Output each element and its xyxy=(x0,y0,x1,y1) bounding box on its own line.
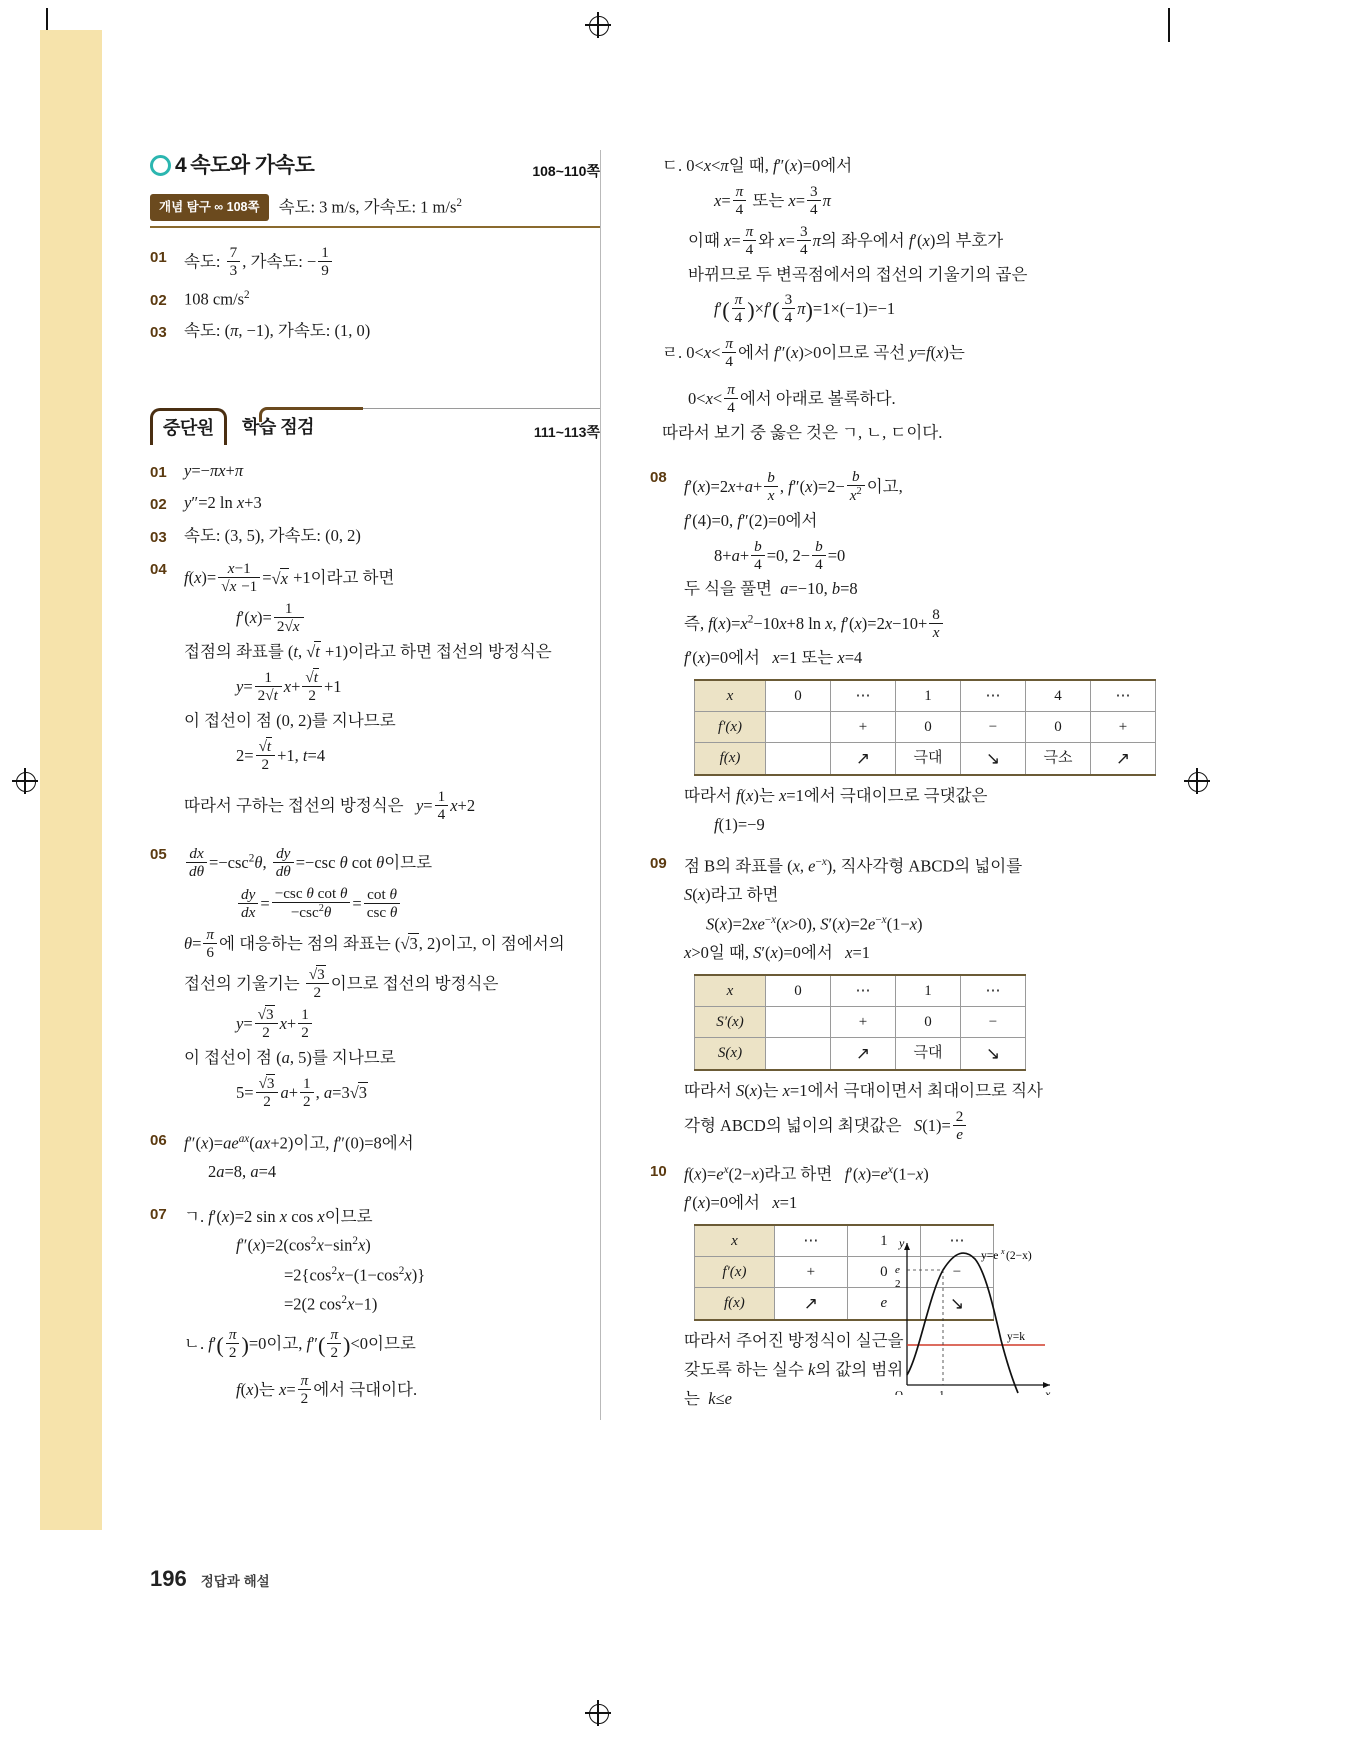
cell: + xyxy=(774,1256,847,1287)
cell xyxy=(766,711,831,742)
cell: 극대 xyxy=(896,742,961,775)
column-divider xyxy=(600,150,601,1420)
cell: ⋯ xyxy=(920,1225,993,1257)
solution-number xyxy=(650,150,662,153)
curve-label-exp: x xyxy=(1001,1247,1005,1256)
concept-probe-row xyxy=(150,194,600,228)
sign-table-08 xyxy=(694,679,1156,777)
registration-mark-top xyxy=(585,12,611,38)
cell: 0 xyxy=(847,1256,920,1287)
mid-unit-page-range: 111~113쪽 xyxy=(533,423,600,440)
cell: ↗ xyxy=(1091,742,1156,775)
cell: e xyxy=(847,1287,920,1320)
crop-mark-top-right xyxy=(1168,8,1170,42)
solution-item xyxy=(150,491,600,517)
registration-mark-right xyxy=(1184,768,1210,794)
right-column xyxy=(650,150,1131,1423)
answer-number: 01 xyxy=(150,249,167,266)
statement-label-d: ㄷ. xyxy=(662,156,683,175)
solution-item xyxy=(150,524,600,550)
solution-body: $f''(x)=ae^{ax}(ax+2)$이고, f″(0)=8에서 2a=8, a=4 xyxy=(184,1132,414,1181)
cell: S′(x) xyxy=(695,1006,766,1037)
cell: 0 xyxy=(1026,711,1091,742)
solution-number: 01 xyxy=(150,463,167,481)
solution-body: 속도: (3, 5), 가속도: (0, 2) xyxy=(184,525,361,545)
cell: ⋯ xyxy=(831,680,896,712)
solution-number: 03 xyxy=(150,528,167,546)
page-number: 196 xyxy=(150,1566,187,1591)
concept-probe-answer-exp: 2 xyxy=(456,197,462,209)
cell: ↘ xyxy=(961,742,1026,775)
conclusion-line: 따라서 보기 중 옳은 것은 ㄱ, ㄴ, ㄷ이다. xyxy=(662,423,943,443)
statement-label-g: ㄱ. xyxy=(184,1206,205,1226)
graph-svg xyxy=(885,1235,1070,1395)
solution-number: 05 xyxy=(150,846,167,864)
table-row xyxy=(695,711,1156,742)
cell: ↗ xyxy=(831,1037,896,1070)
concept-probe-answer xyxy=(279,195,462,220)
section-title-text: 속도와 가속도 xyxy=(190,154,315,177)
solution-number: 06 xyxy=(150,1131,167,1149)
solution-body: f(x)= x−1 √ x −1 = √ x +1이라고 하면 f′(x)= $\frac{1}{2 √ x}$ 접점의 좌표를 (t, √ t +1)이라고 하면 접선의 방정식은 y= $\frac{1}{2 √ t}$ x+ √ $\frac{t}{2}$ +1 이 접선이 점 (0, 2)를 지나므로 2= √ $\frac{t}{2}$ +1, t=4 따라서 구하는 접선의 방정식은 y= $\frac{1}{4}$ x+2 xyxy=(184,556,600,827)
solution-body: $\frac{dx}{d\theta}$ $=-\csc^2\theta$, $\frac{dy}{d\theta}$ =−csc θ cot θ이므로 $\frac{dy}{dx}$ = $\frac{\text{−csc θ cot θ}}{-\csc^2\theta}$ = $\frac{\text{cot θ}}{\text{csc θ}}$ θ= $\frac{\pi}{6}$ 에 대응하는 점의 좌표는 ( √ 3, 2)이고, 이 점에서의 접선의 기울기는 √ $\frac{3}{2}$ 이므로 접선의 방정식은 y= √ $\frac{3}{2}$ x+ $\frac{1}{2}$ 이 접선이 점 (a, 5)를 지나므로 5= √ $\frac{3}{2}$ a+ $\frac{1}{2}$ , a=3 √ 3 xyxy=(184,841,600,1114)
cell: ⋯ xyxy=(961,680,1026,712)
statement-label-r: ㄹ. xyxy=(662,343,683,363)
solution-body: $f(x)=e^x(2-x)$라고 하면 $f'(x)=e^x(1-x)$ f′(x)=0에서 x=1 x ⋯ 1 ⋯ f′(x) + 0 − f(x) ↗ e ↘ 따라서 주어진 방정식이 실근을 갖도록 하는 실수 k의 값의 범위 는 k≤e xyxy=(684,1158,1070,1416)
graph-problem-10 xyxy=(885,1235,1070,1400)
cell: ⋯ xyxy=(1091,680,1156,712)
section-number: 4 xyxy=(175,154,187,177)
solution-number: 07 xyxy=(150,1205,167,1223)
cell: f′(x) xyxy=(695,1256,775,1287)
concept-probe-tag xyxy=(150,194,269,221)
cell xyxy=(766,1037,831,1070)
answer-item xyxy=(150,319,600,345)
curve-label: y=e xyxy=(981,1250,999,1262)
cell: + xyxy=(831,1006,896,1037)
cell: x xyxy=(695,1225,775,1257)
concept-probe-tag-label: 개념 탐구 xyxy=(159,200,211,215)
solution-number: 10 xyxy=(650,1162,667,1180)
mid-unit-tab-secondary: 학습 점검 xyxy=(242,416,315,437)
mid-unit-banner xyxy=(150,403,600,445)
answer-number: 02 xyxy=(150,291,167,309)
solution-body: f′(x)=2x+a+ $\frac{b}{x}$ , f″(x)=2− $\frac{b}{x^2}$ 이고, f′(4)=0, f″(2)=0에서 8+a+ $\frac{b}{4}$ =0, 2− $\frac{b}{4}$ =0 두 식을 풀면 a=−10, b=8 즉, $f(x)=x^2-10x+8$ ln x, f′(x)=2x−10+ $\frac{8}{x}$ f′(x)=0에서 x=1 또는 x=4 x 0 ⋯ 1 ⋯ 4 ⋯ f′(x) + 0 − 0 + f(x) ↗ 극대 ↘ 극소 ↗ 따라서 f(x)는 x=1에서 극대이므로 극댓값은 f(1)=−9 xyxy=(684,464,1156,842)
cell: ⋯ xyxy=(961,975,1026,1007)
concept-probe-answer-text: 속도: 3 m/s, 가속도: 1 m/s xyxy=(278,197,457,217)
registration-mark-left xyxy=(12,768,38,794)
solution-item-continued xyxy=(650,150,1070,450)
x-axis-label: x xyxy=(1045,1387,1051,1395)
answer-number: 03 xyxy=(150,324,167,342)
cell: 4 xyxy=(1026,680,1091,712)
solution-item xyxy=(150,459,600,485)
origin-label: O xyxy=(895,1389,903,1395)
solution-item xyxy=(150,841,600,1114)
section-header xyxy=(150,150,600,182)
mid-unit-tab: 중단원 xyxy=(150,408,227,445)
cell: 1 xyxy=(896,975,961,1007)
line-label: y=k xyxy=(1007,1331,1025,1343)
cell: 극대 xyxy=(896,1037,961,1070)
link-icon: ∞ 108쪽 xyxy=(214,200,260,215)
cell: − xyxy=(920,1256,993,1287)
table-row xyxy=(695,1037,1026,1070)
solution-text-line: 따라서 주어진 방정식이 실근을 xyxy=(684,1331,904,1351)
cell: 0 xyxy=(896,1006,961,1037)
solution-item xyxy=(150,556,600,827)
cell: ↗ xyxy=(831,742,896,775)
left-column xyxy=(150,150,600,1419)
cell: 1 xyxy=(847,1225,920,1257)
cell: 0 xyxy=(896,711,961,742)
y-tick-2: 2 xyxy=(895,1278,901,1290)
cell: x xyxy=(695,680,766,712)
banner-rule-dark xyxy=(268,407,363,410)
page-footer xyxy=(150,1566,270,1592)
y-axis-arrow xyxy=(904,1243,910,1250)
cell: 0 xyxy=(766,680,831,712)
cell: + xyxy=(831,711,896,742)
x-tick-1: 1 xyxy=(939,1389,945,1395)
cell: S(x) xyxy=(695,1037,766,1070)
solution-number: 08 xyxy=(650,468,667,486)
solution-body: ㄷ. 0<x<π일 때, f″(x)=0에서 x= $\frac{\pi}{4}$ 또는 x= $\frac{3}{4}$ π 이때 x= $\frac{\pi}{4}$ 와 x= $\frac{3}{4}$ π의 좌우에서 f′(x)의 부호가 바뀌므로 두 변곡점에서의 접선의 기울기의 곱은 f′( $\frac{\pi}{4}$ )×f′( $\frac{3}{4}$ π)=1×(−1)=−1 ㄹ. 0<x< $\frac{\pi}{4}$ 에서 f″(x)>0이므로 곡선 y=f(x)는 0<x< $\frac{\pi}{4}$ 에서 아래로 볼록하다. 따라서 보기 중 옳은 것은 ㄱ, ㄴ, ㄷ이다. xyxy=(662,150,1070,450)
cell: ↘ xyxy=(920,1287,993,1320)
banner-rule-light xyxy=(363,408,600,409)
cell: − xyxy=(961,1006,1026,1037)
sign-table-09 xyxy=(694,974,1026,1072)
solution-body: 점 B의 좌표를 (x, $e^{-x}$), 직사각형 ABCD의 넓이를 S(x)라고 하면 $S(x)=2xe^{-x}(x>0)$, $S'(x)=2e^{-x}(1-x)$ x>0일 때, S′(x)=0에서 x=1 x 0 ⋯ 1 ⋯ S′(x) + 0 − S(x) ↗ 극대 ↘ 따라서 S(x)는 x=1에서 극대이면서 최대이므로 직사 각형 ABCD의 넓이의 최댓값은 S(1)= $\frac{2}{e}$ xyxy=(684,855,1043,1144)
solution-item xyxy=(150,1201,600,1412)
page-side-band xyxy=(40,30,102,1530)
y-axis-label: y xyxy=(899,1236,905,1250)
cell: f(x) xyxy=(695,1287,775,1320)
solution-number: 09 xyxy=(650,854,667,872)
answer-body: 속도: $\frac{7}{3}$ , 가속도: − $\frac{1}{9}$ xyxy=(184,244,600,280)
cell: f(x) xyxy=(695,742,766,775)
answer-body: 속도: (π, −1), 가속도: (1, 0) xyxy=(184,321,371,341)
solution-text-line: 갖도록 하는 실수 k의 값의 범위 xyxy=(684,1360,904,1380)
answer-item xyxy=(150,287,600,313)
solution-item xyxy=(650,850,1070,1148)
solution-text-line: 는 k≤e xyxy=(684,1388,732,1408)
cell: x xyxy=(695,975,766,1007)
section-title xyxy=(150,150,314,182)
table-row xyxy=(695,742,1156,775)
y-tick-e: e xyxy=(895,1264,900,1276)
answer-body: 108 $cm/s^2$ xyxy=(184,288,250,309)
cell: ↘ xyxy=(961,1037,1026,1070)
circle-outline-icon xyxy=(150,155,171,176)
cell: 극소 xyxy=(1026,742,1091,775)
registration-mark-bottom xyxy=(585,1700,611,1726)
solution-number: 04 xyxy=(150,561,167,579)
statement-label-n: ㄴ. xyxy=(184,1334,205,1354)
table-row xyxy=(695,1006,1026,1037)
cell xyxy=(766,1006,831,1037)
solution-item xyxy=(150,1127,600,1189)
cell: 0 xyxy=(766,975,831,1007)
table-row xyxy=(695,975,1026,1007)
solution-number: 02 xyxy=(150,496,167,514)
cell: + xyxy=(1091,711,1156,742)
cell: − xyxy=(961,711,1026,742)
solution-body: ㄱ. f′(x)=2 sin x cos x이므로 $f''(x)=2(\cos^2x-\sin^2x)$ $=2\{\cos^2x-(1-\cos^2x)\}$ =2(2 $\cos^2x-1$) ㄴ. f′( $\frac{\pi}{2}$ )=0이고, f″( $\frac{\pi}{2}$ )<0이므로 f(x)는 x= $\frac{\pi}{2}$ 에서 극대이다. xyxy=(184,1206,426,1408)
solution-body: y=−πx+π xyxy=(184,460,244,480)
solution-item xyxy=(650,464,1131,842)
cell: ⋯ xyxy=(774,1225,847,1257)
solution-body: y″=2 ln x+3 xyxy=(184,493,262,513)
cell: ⋯ xyxy=(831,975,896,1007)
cell: ↗ xyxy=(774,1287,847,1320)
answer-item xyxy=(150,244,600,280)
curve-label-tail: (2−x) xyxy=(1006,1250,1032,1262)
cell: 1 xyxy=(896,680,961,712)
curve-y-equals-ex-2-minus-x xyxy=(907,1253,1018,1393)
cell: f′(x) xyxy=(695,711,766,742)
section-page-range: 108~110쪽 xyxy=(532,163,600,180)
cell xyxy=(766,742,831,775)
table-row xyxy=(695,680,1156,712)
footer-label: 정답과 해설 xyxy=(200,1574,270,1589)
